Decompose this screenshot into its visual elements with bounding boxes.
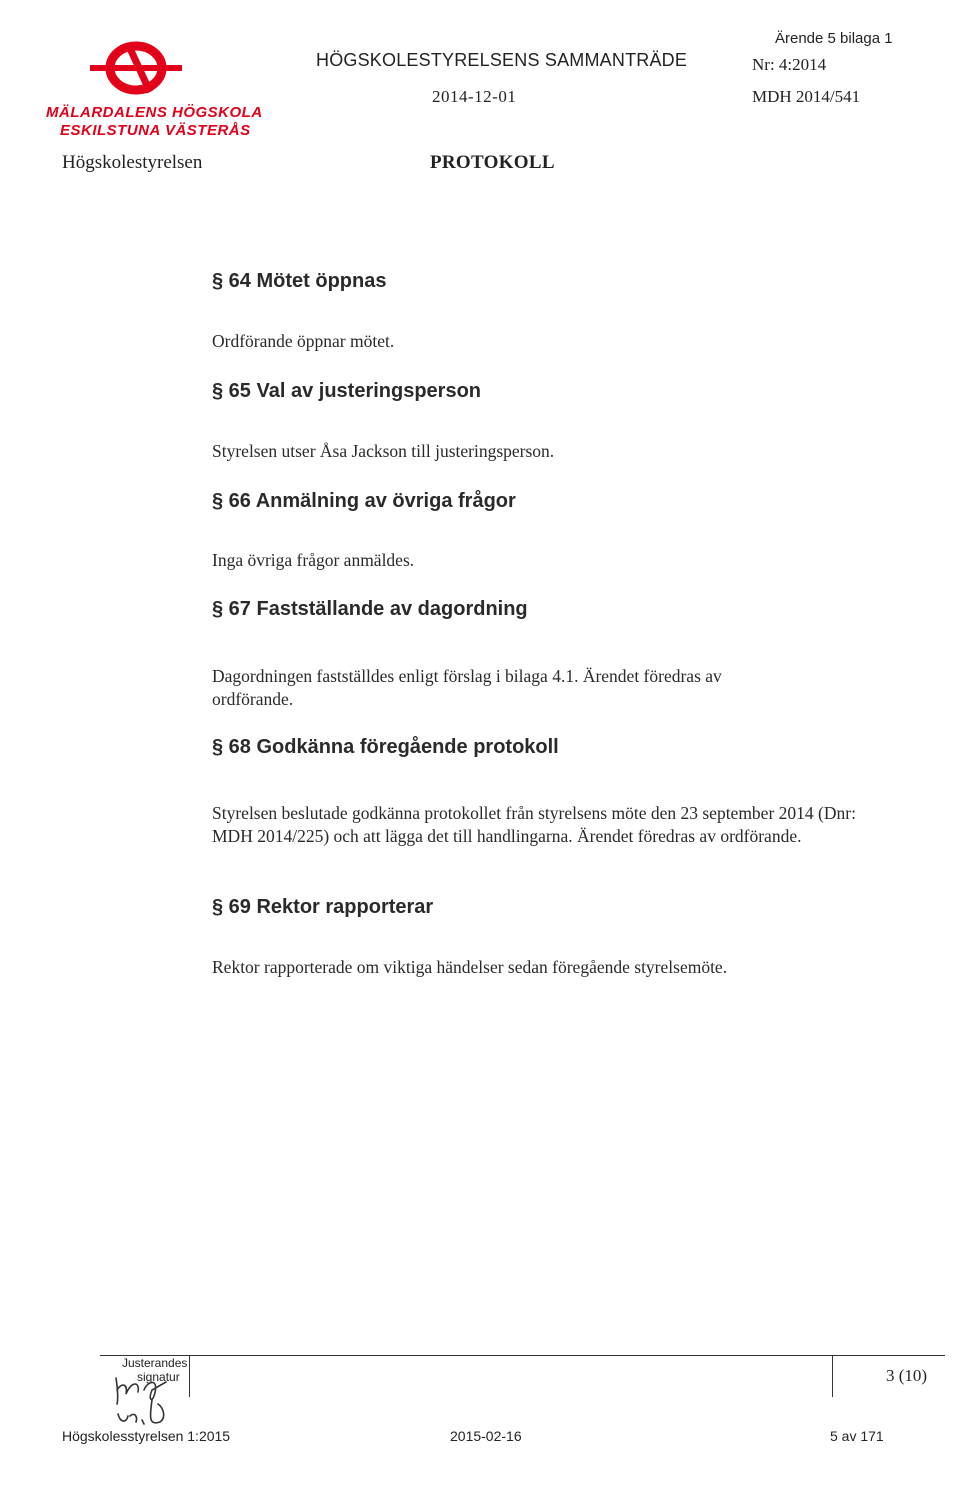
section-heading-68: § 68 Godkänna föregående protokoll — [212, 736, 559, 758]
section-heading-65: § 65 Val av justeringsperson — [212, 380, 482, 402]
attachment-label: Ärende 5 bilaga 1 — [775, 30, 893, 47]
section-body-65: Styrelsen utser Åsa Jackson till justeringsperson. — [212, 441, 555, 461]
logo-text-line-1: MÄLARDALENS HÖGSKOLA — [46, 104, 263, 121]
footer-page-count: 5 av 171 — [830, 1428, 884, 1444]
logo-text-line-2: ESKILSTUNA VÄSTERÅS — [60, 122, 251, 139]
footer-date: 2015-02-16 — [450, 1428, 522, 1444]
protocol-number: Nr: 4:2014 — [752, 55, 827, 74]
footer-divider-left — [189, 1355, 190, 1397]
footer-divider — [100, 1355, 945, 1356]
page-number: 3 (10) — [886, 1366, 928, 1385]
reference-number: MDH 2014/541 — [752, 87, 861, 106]
footer-document-reference: Högskolesstyrelsen 1:2015 — [62, 1428, 231, 1444]
section-heading-64: § 64 Mötet öppnas — [212, 270, 387, 292]
meeting-title: HÖGSKOLESTYRELSENS SAMMANTRÄDE — [316, 50, 688, 70]
meeting-date: 2014-12-01 — [432, 87, 517, 106]
section-body-64: Ordförande öppnar mötet. — [212, 331, 395, 351]
footer-divider-right — [832, 1355, 833, 1397]
section-heading-67: § 67 Fastställande av dagordning — [212, 598, 528, 620]
section-body-67: Dagordningen fastställdes enligt förslag i bilaga 4.1. Ärendet föredras av ordförande. — [212, 666, 722, 709]
signature-icon — [108, 1360, 188, 1430]
signature-label-line-1: Justerandes — [122, 1356, 188, 1370]
org-name: Högskolestyrelsen — [62, 152, 203, 173]
section-body-69: Rektor rapporterade om viktiga händelser sedan föregående styrelsemöte. — [212, 957, 728, 977]
section-body-68: Styrelsen beslutade godkänna protokollet från styrelsens möte den 23 september 2014 (Dnr: MDH 2014/225) och att lägga det till handlingarna. Ärendet föredras av ordförande. — [212, 803, 856, 846]
section-heading-69: § 69 Rektor rapporterar — [212, 896, 434, 918]
document-type: PROTOKOLL — [430, 152, 555, 173]
signature-label-line-2: signatur — [137, 1370, 180, 1384]
section-body-66: Inga övriga frågor anmäldes. — [212, 550, 415, 570]
section-heading-66: § 66 Anmälning av övriga frågor — [212, 490, 516, 512]
